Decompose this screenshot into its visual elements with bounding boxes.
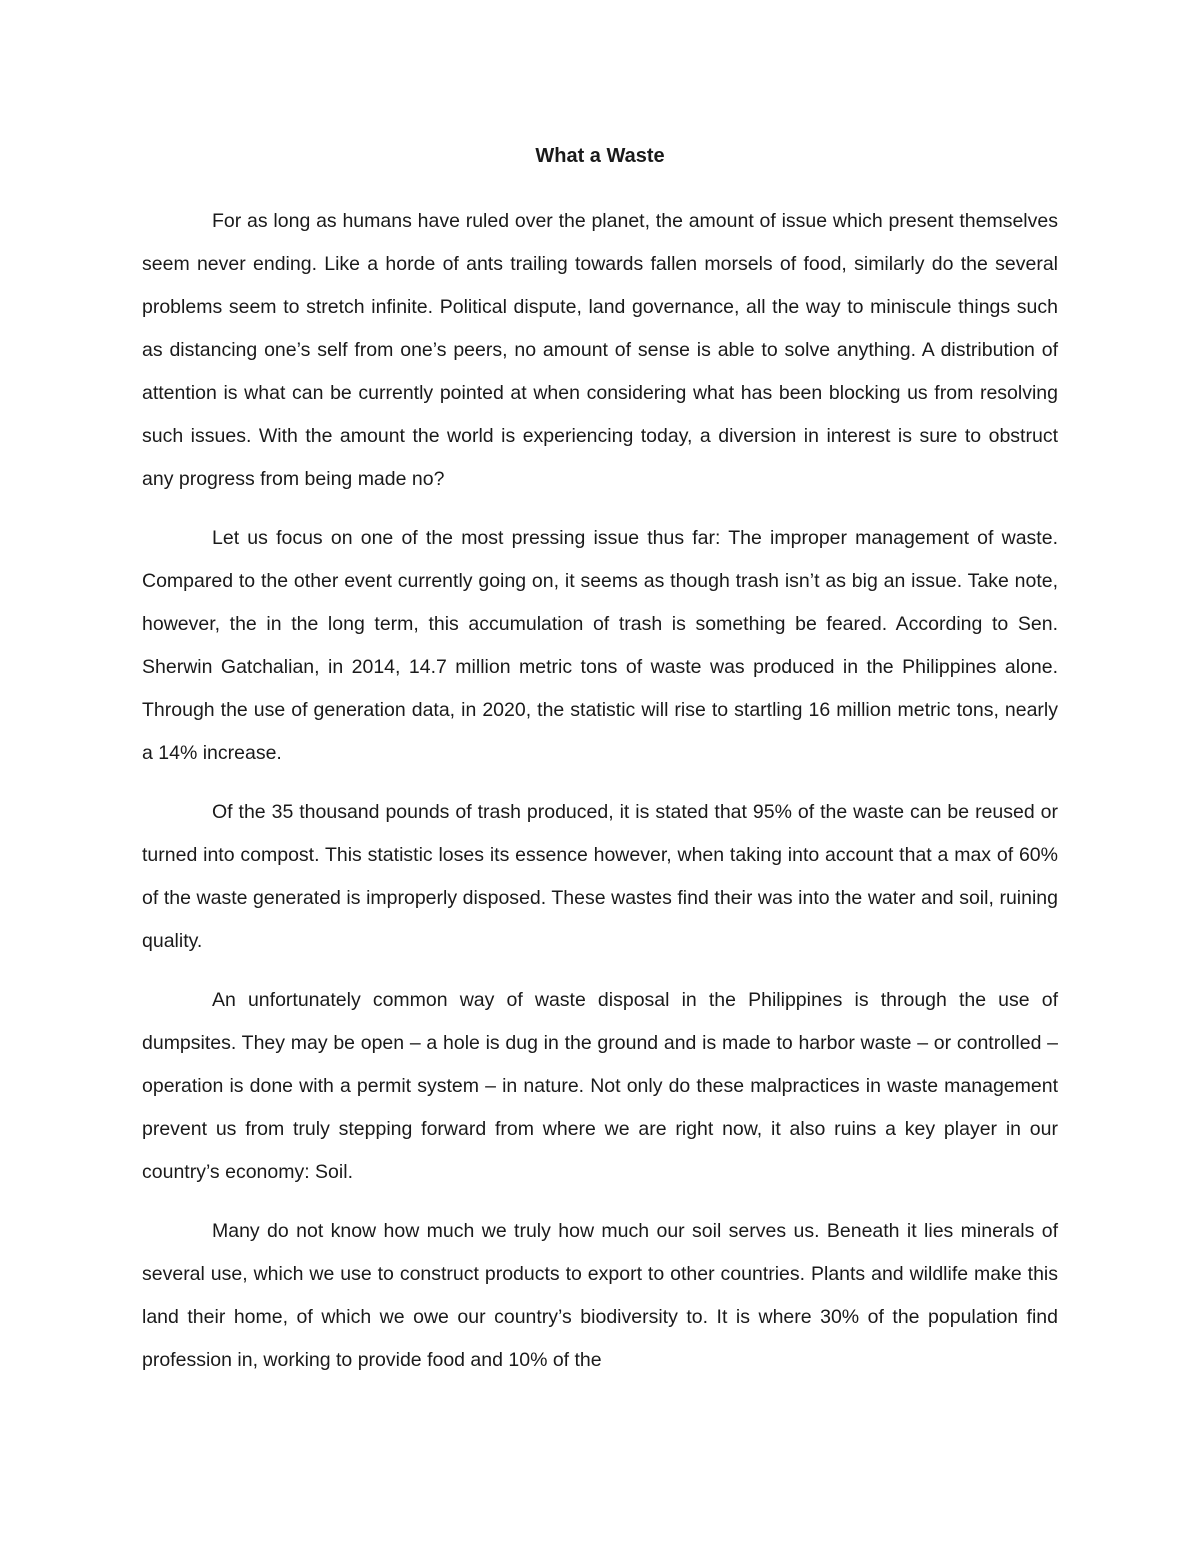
paragraph-2: Let us focus on one of the most pressing issue thus far: The improper management of waste. Compared to the other event currently going on, it seems as though trash isn’t as big an issue. Take note, however, the in the long term, this accumulation of trash is something be feared. According to Sen. Sherwin Gatchalian, in 2014, 14.7 million metric tons of waste was produced in the Philippines alone. Through the use of generation data, in 2020, the statistic will rise to startling 16 million metric tons, nearly a 14% increase. [142,527,1058,764]
paragraph-4: An unfortunately common way of waste disposal in the Philippines is through the use of dumpsites. They may be open – a hole is dug in the ground and is made to harbor waste – or controlled – operation is done with a permit system – in nature. Not only do these malpractices in waste management prevent us from truly stepping forward from where we are right now, it also ruins a key player in our country’s economy: Soil. [142,989,1058,1183]
paragraph-3: Of the 35 thousand pounds of trash produced, it is stated that 95% of the waste can be reused or turned into compost. This statistic loses its essence however, when taking into account that a max of 60% of the waste generated is improperly disposed. These wastes find their was into the water and soil, ruining quality. [142,801,1058,952]
paragraph-1: For as long as humans have ruled over the planet, the amount of issue which present themselves seem never ending. Like a horde of ants trailing towards fallen morsels of food, similarly do the several problems seem to stretch infinite. Political dispute, land governance, all the way to miniscule things such as distancing one’s self from one’s peers, no amount of sense is able to solve anything. A distribution of attention is what can be currently pointed at when considering what has been blocking us from resolving such issues. With the amount the world is experiencing today, a diversion in interest is sure to obstruct any progress from being made no? [142,210,1058,490]
document-body [142,200,1058,1398]
paragraph-5: Many do not know how much we truly how much our soil serves us. Beneath it lies minerals of several use, which we use to construct products to export to other countries. Plants and wildlife make this land their home, of which we owe our country’s biodiversity to. It is where 30% of the population find profession in, working to provide food and 10% of the [142,1220,1058,1371]
document-title: What a Waste [535,145,665,167]
